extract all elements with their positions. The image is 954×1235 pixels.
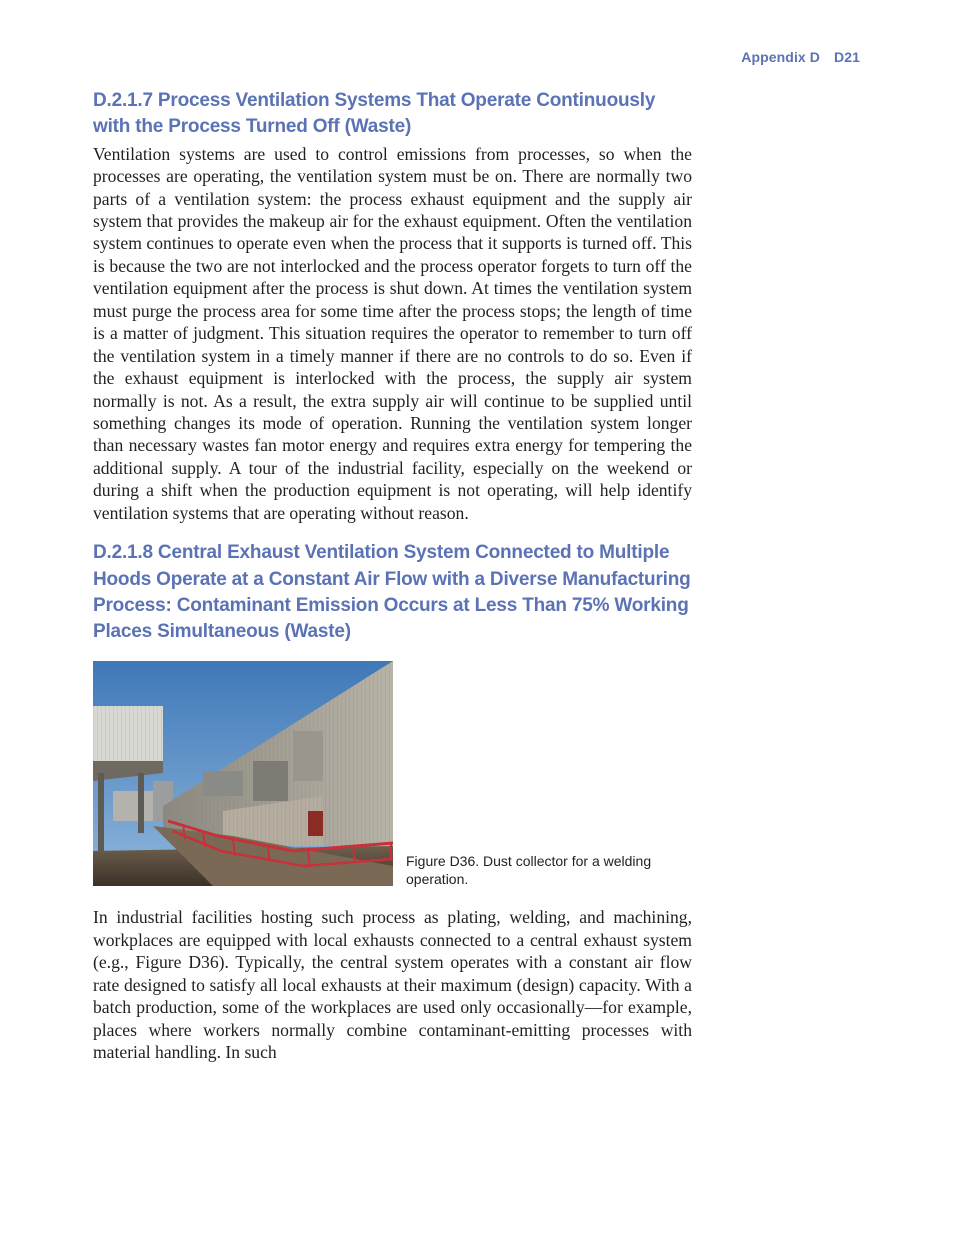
dust-collector-photo bbox=[93, 661, 393, 886]
figure-caption: Figure D36. Dust collector for a welding operation. bbox=[406, 853, 652, 888]
section-paragraph-d2-1-7: Ventilation systems are used to control emissions from processes, so when the processes are operating, the ventilation system must be on. There are normally two parts of a ventilation system: the process exhaust equipment and the supply air system that provides the makeup air for the exhaust equipment. Often the ventilation system continues to operate even when the process that it supports is turned off. This is because the two are not interlocked and the process operator forgets to turn off the ventilation equipment after the process is shut down. At times the ventilation system must purge the process area for some time after the process stops; the length of time is a matter of judgment. This situation requires the operator to remember to turn off the ventilation system in a timely manner if there are no controls to do so. Even if the exhaust equipment is interlocked with the process, the supply air system normally is not. As a result, the extra supply air will continue to be supplied until something changes its mode of operation. Running the ventilation system longer than necessary wastes fan motor energy and requires extra energy for tempering the additional supply. A tour of the industrial facility, especially on the weekend or during a shift when the production equipment is not operating, will help identify ventilation systems that are operating without reason. bbox=[93, 143, 692, 523]
running-head bbox=[741, 49, 860, 65]
figure-d36 bbox=[93, 661, 692, 886]
page-number: D21 bbox=[834, 49, 860, 65]
section-heading-d2-1-7: D.2.1.7 Process Ventilation Systems That Operate Continuously with the Process Turned Off (Waste) bbox=[93, 90, 656, 138]
section-paragraph-d2-1-8: In industrial facilities hosting such process as plating, welding, and machining, workplaces are equipped with local exhausts connected to a central exhaust system (e.g., Figure D36). Typically, the central system operates with a constant air flow rate designed to satisfy all local exhausts at their maximum (design) capacity. With a batch production, some of the workplaces are used only occasionally—for example, places where workers normally combine contaminant-emitting processes with material handling. In such bbox=[93, 907, 692, 1063]
section-label: Appendix D bbox=[741, 49, 821, 65]
section-heading-d2-1-8: D.2.1.8 Central Exhaust Ventilation System Connected to Multiple Hoods Operate at a Constant Air Flow with a Diverse Manufacturing Process: Contaminant Emission Occurs at Less Than 75% Working Places Simultaneous (Waste) bbox=[93, 542, 691, 643]
page-content bbox=[93, 88, 692, 1064]
